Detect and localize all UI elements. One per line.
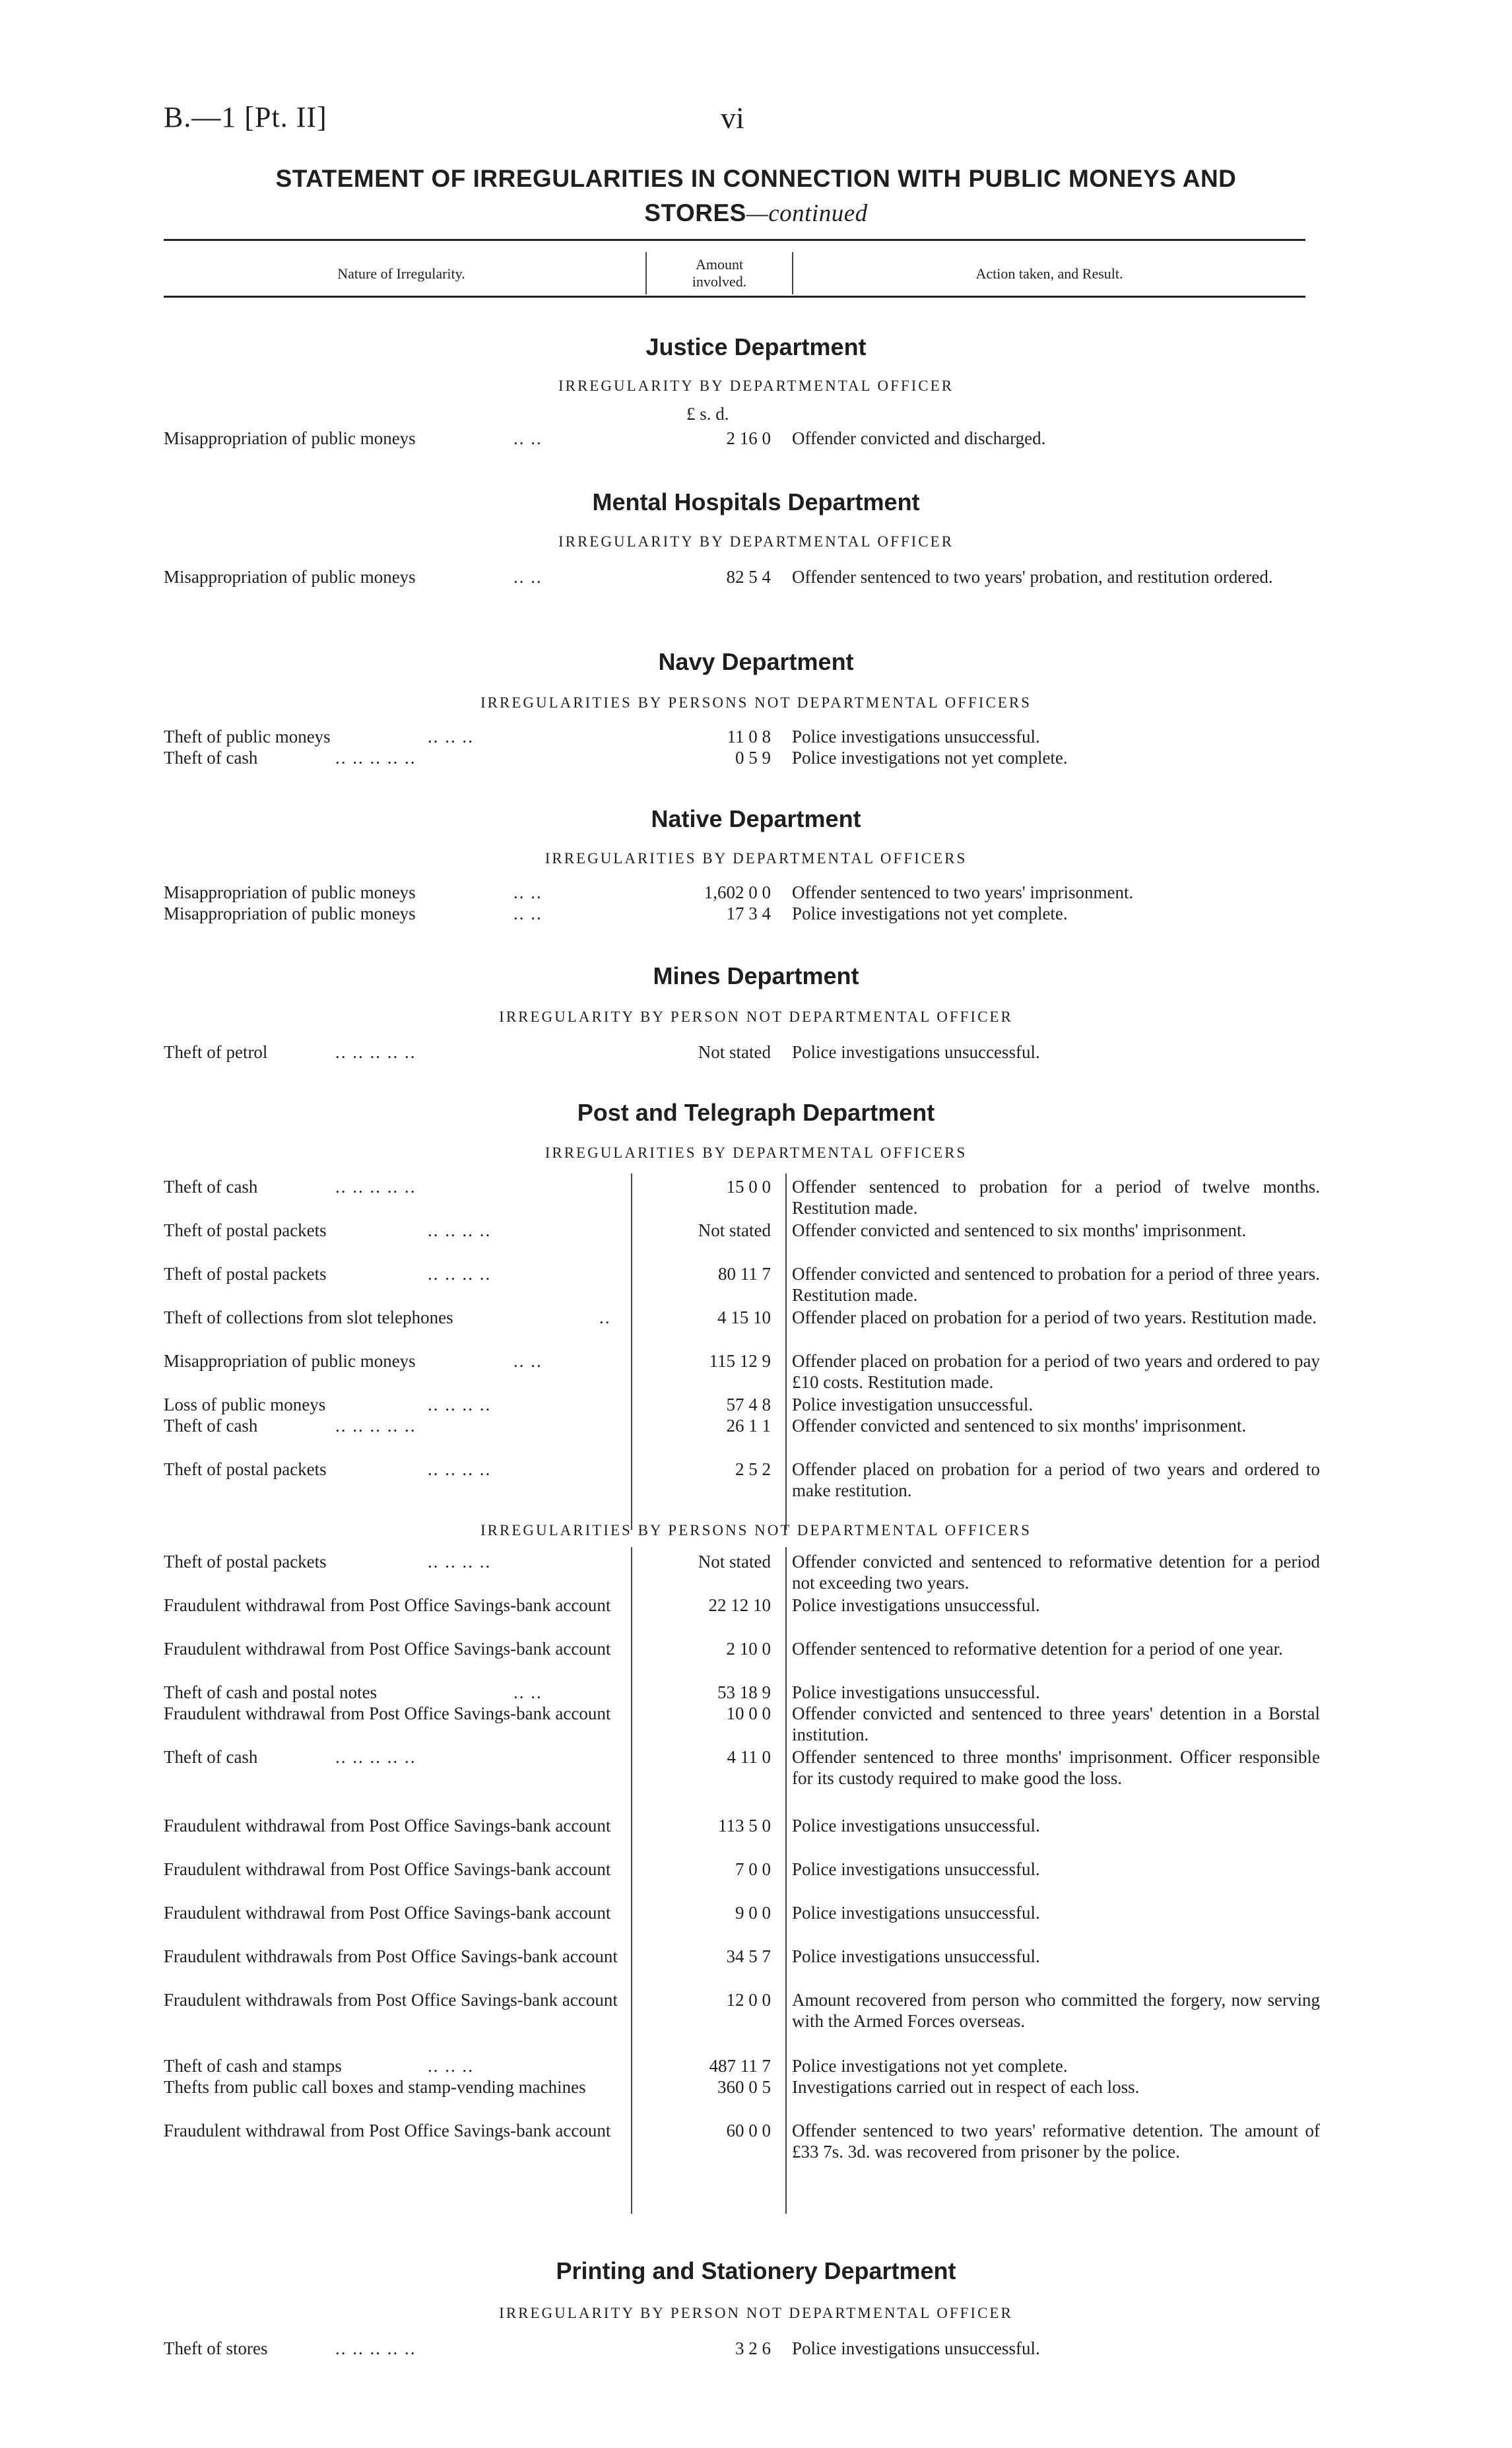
document-page: B.—1 [Pt. II] vi STATEMENT OF IRREGULARITIES IN CONNECTION WITH PUBLIC MONEYS AND STORES—continued Nature of Irregularity. Amount involved. Action taken, and Result. Justice Department IRREGULARITY BY DEPARTMENTAL OFFICER £ s. d. Misappropriation of public moneys .. .. 2 16 0 Offender convicted and discharged. Mental Hospitals Department IRREGULARITY BY DEPARTMENTAL OFFICER Misappropriation of public moneys .. .. 82 5 4 Offender sentenced to two years' probation, and restitution ordered. Navy Department IRREGULARITIES BY PERSONS NOT DEPARTMENTAL OFFICERS Theft of public moneys .. .. .. 11 0 8 Police investigations unsuccessful. Theft of cash .. .. .. .. .. 0 5 9 Police investigations not yet complete. Native Department IRREGULARITIES BY DEPARTMENTAL OFFICERS Misappropriation of public moneys .. .. 1,602 0 0 Offender sentenced to two years' imprisonment. Misappropriation of public moneys .. .. 17 3 4 Police investigations not yet complete. Mines Department IRREGULARITY BY PERSON NOT DEPARTMENTAL OFFICER Theft of petrol .. .. .. .. .. Not stated Police investigations unsuccessful. Post and Telegraph Department IRREGULARITIES BY DEPARTMENTAL OFFICERS Theft of cash .. .. .. .. .. 15 0 0 Offender sentenced to probation for a period of twelve months. Restitution made. Theft of postal packets .. .. .. .. Not stated Offender convicted and sentenced to six months' imprisonment. Theft of postal packets .. .. .. .. 80 11 7 Offender convicted and sentenced to probation for a period of three years. Restitution made. Theft of collections from slot telephones .. 4 15 10 Offender placed on probation for a period of two years. Restitution made. Misappropriation of public moneys .. .. 115 12 9 Offender placed on probation for a period of two years and ordered to pay £10 costs. Restitution made. Loss of public moneys .. .. .. .. 57 4 8 Police investigation unsuccessful. Theft of cash .. .. .. .. .. 26 1 1 Offender convicted and sentenced to six months' imprisonment. Theft of postal packets .. .. .. .. 2 5 2 Offender placed on probation for a period of two years and ordered to make restitution. IRREGULARITIES BY PERSONS NOT DEPARTMENTAL OFFICERS Theft of postal packets .. .. .. .. Not stated Offender convicted and sentenced to reformative detention for a period not exceeding two years. Fraudulent withdrawal from Post Office Savings-bank account 22 12 10 Police investigations unsuccessful. Fraudulent withdrawal from Post Office Savings-bank account 2 10 0 Offender sentenced to reformative detention for a period of one year. Theft of cash and postal notes .. .. 53 18 9 Police investigations unsuccessful. Fraudulent withdrawal from Post Office Savings-bank account 10 0 0 Offender convicted and sentenced to three years' detention in a Borstal institution. Theft of cash .. .. .. .. .. 4 11 0 Offender sentenced to three months' imprisonment. Officer responsible for its custody required to make good the loss. Fraudulent withdrawal from Post Office Savings-bank account 113 5 0 Police investigations unsuccessful. Fraudulent withdrawal from Post Office Savings-bank account 7 0 0 Police investigations unsuccessful. Fraudulent withdrawal from Post Office Savings-bank account 9 0 0 Police investigations unsuccessful. Fraudulent withdrawals from Post Office Savings-bank account 34 5 7 Police investigations unsuccessful. Fraudulent withdrawals from Post Office Savings-bank account 12 0 0 Amount recovered from person who committed the forgery, now serving with the Armed Forces overseas. Theft of cash and stamps .. .. .. 487 11 7 Police investigations not yet complete. Thefts from public call boxes and stamp-vending machines 360 0 5 Investigations carried out in respect of each loss. Fraudulent withdrawal from Post Office Savings-bank account 60 0 0 Offender sentenced to two years' reformative detention. The amount of £33 7s. 3d. was recovered from prisoner by the police. Printing and Stationery Department IRREGULARITY BY PERSON NOT DEPARTMENTAL OFFICER Theft of stores .. .. .. .. .. 3 2 6 Police investigations unsuccessful. <box>0 0 1512 2448</box>
page-title-line2: STORES—continued <box>644 199 868 227</box>
section-subtitle: IRREGULARITY BY PERSON NOT DEPARTMENTAL OFFICER <box>499 2305 1013 2321</box>
column-header-amount: Amount involved. <box>692 256 747 290</box>
section-title-post-telegraph: Post and Telegraph Department <box>577 1099 935 1126</box>
table-header-rule <box>164 296 1305 298</box>
section-subtitle: IRREGULARITY BY DEPARTMENTAL OFFICER <box>558 378 954 394</box>
column-divider <box>785 1174 787 1530</box>
section-title-navy: Navy Department <box>658 648 854 675</box>
section-title-native: Native Department <box>651 805 861 832</box>
column-divider <box>785 1547 787 2214</box>
column-divider <box>631 1547 632 2214</box>
page-number: vi <box>721 101 744 135</box>
column-divider <box>792 252 793 294</box>
column-divider <box>645 252 647 294</box>
section-subtitle: IRREGULARITIES BY DEPARTMENTAL OFFICERS <box>544 1144 968 1161</box>
section-subtitle: IRREGULARITIES BY PERSONS NOT DEPARTMENTAL OFFICERS <box>480 694 1032 711</box>
document-reference: B.—1 [Pt. II] <box>164 101 327 133</box>
page-title: STATEMENT OF IRREGULARITIES IN CONNECTION WITH PUBLIC MONEYS AND <box>275 165 1237 192</box>
section-title-mines: Mines Department <box>653 962 859 989</box>
column-header-nature: Nature of Irregularity. <box>337 265 465 282</box>
currency-heading: £ s. d. <box>686 404 729 424</box>
section-subtitle: IRREGULARITY BY PERSON NOT DEPARTMENTAL OFFICER <box>499 1009 1013 1025</box>
table-top-rule <box>164 239 1305 241</box>
section-title-mental-hospitals: Mental Hospitals Department <box>592 488 920 515</box>
section-subtitle: IRREGULARITY BY DEPARTMENTAL OFFICER <box>558 533 954 550</box>
section-subtitle: IRREGULARITIES BY DEPARTMENTAL OFFICERS <box>544 850 968 867</box>
section-title-justice: Justice Department <box>645 333 867 360</box>
section-subtitle: IRREGULARITIES BY PERSONS NOT DEPARTMENTAL OFFICERS <box>480 1522 1032 1538</box>
section-title-printing-stationery: Printing and Stationery Department <box>556 2257 956 2284</box>
column-header-action: Action taken, and Result. <box>975 265 1123 282</box>
